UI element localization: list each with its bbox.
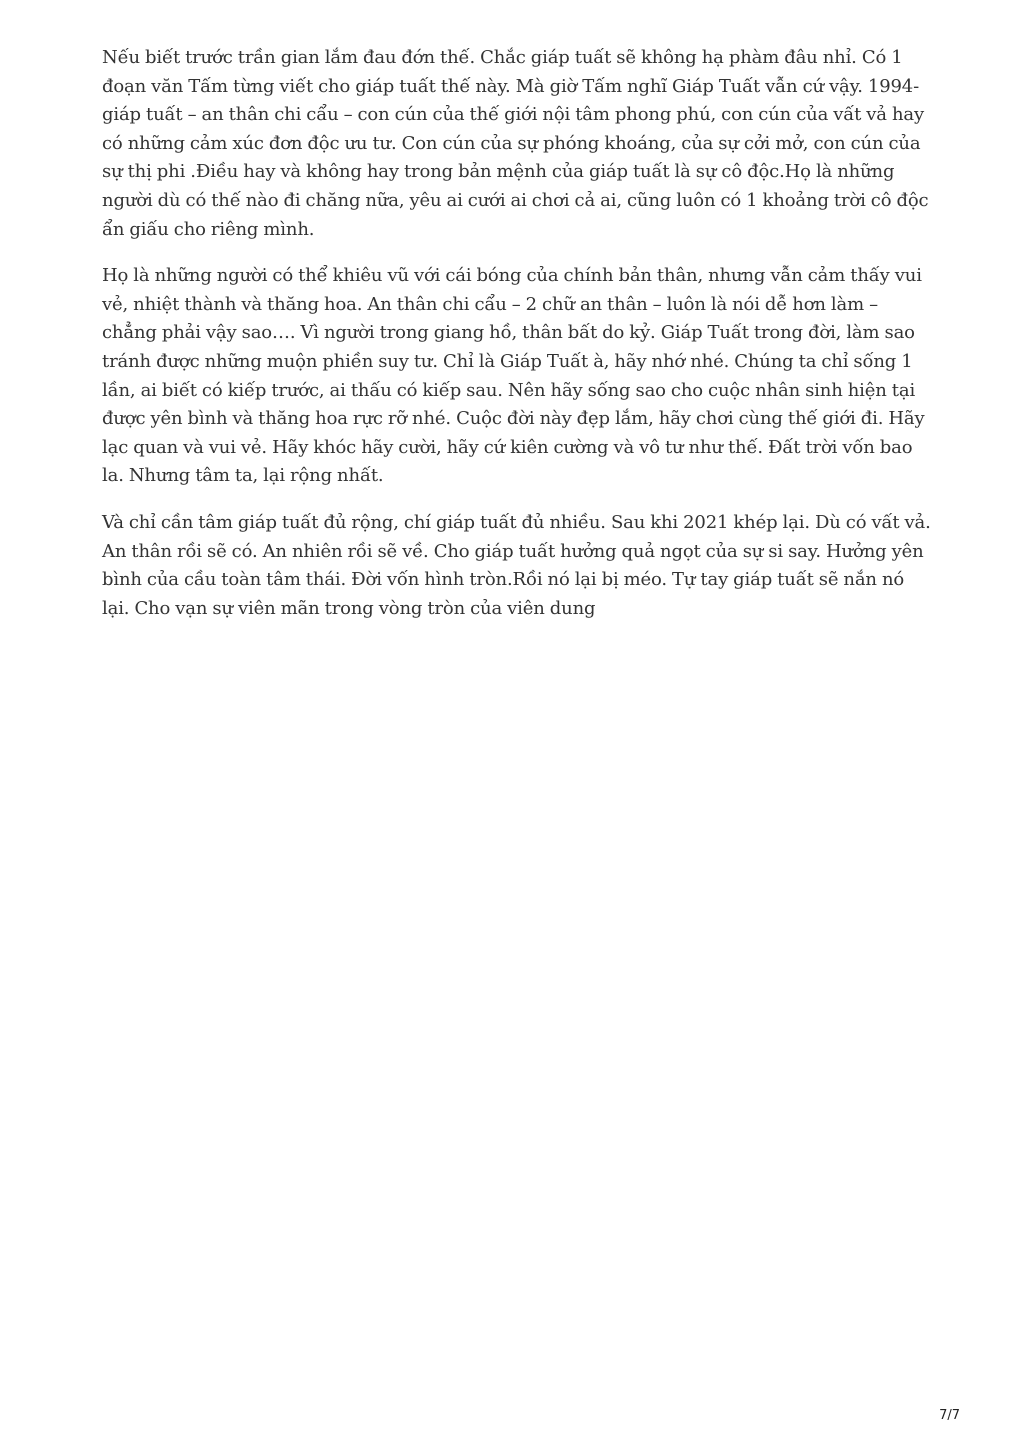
document-body — [102, 44, 932, 641]
paragraph-3: Và chỉ cần tâm giáp tuất đủ rộng, chí giáp tuất đủ nhiều. Sau khi 2021 khép lại. Dù có vất vả. An thân rồi sẽ có. An nhiên rồi sẽ về. Cho giáp tuất hưởng quả ngọt của sự si say. Hưởng yên bình của cầu toàn tâm thái. Đời vốn hình tròn.Rồi nó lại bị méo. Tự tay giáp tuất sẽ nắn nó lại. Cho vạn sự viên mãn trong vòng tròn của viên dung — [102, 511, 931, 619]
page-number: 7/7 — [939, 1408, 960, 1423]
paragraph-1: Nếu biết trước trần gian lắm đau đớn thế. Chắc giáp tuất sẽ không hạ phàm đâu nhỉ. Có 1 đoạn văn Tấm từng viết cho giáp tuất thế này. Mà giờ Tấm nghĩ Giáp Tuất vẫn cứ vậy. 1994-giáp tuất – an thân chi cẩu – con cún của thế giới nội tâm phong phú, con cún của vất vả hay có những cảm xúc đơn độc ưu tư. Con cún của sự phóng khoáng, của sự cởi mở, con cún của sự thị phi .Điều hay và không hay trong bản mệnh của giáp tuất là sự cô độc.Họ là những người dù có thế nào đi chăng nữa, yêu ai cưới ai chơi cả ai, cũng luôn có 1 khoảng trời cô độc ẩn giấu cho riêng mình. — [102, 47, 929, 240]
paragraph-2: Họ là những người có thể khiêu vũ với cái bóng của chính bản thân, nhưng vẫn cảm thấy vui vẻ, nhiệt thành và thăng hoa. An thân chi cẩu – 2 chữ an thân – luôn là nói dễ hơn làm – chẳng phải vậy sao…. Vì người trong giang hồ, thân bất do kỷ. Giáp Tuất trong đời, làm sao tránh được những muộn phiền suy tư. Chỉ là Giáp Tuất à, hãy nhớ nhé. Chúng ta chỉ sống 1 lần, ai biết có kiếp trước, ai thấu có kiếp sau. Nên hãy sống sao cho cuộc nhân sinh hiện tại được yên bình và thăng hoa rực rỡ nhé. Cuộc đời này đẹp lắm, hãy chơi cùng thế giới đi. Hãy lạc quan và vui vẻ. Hãy khóc hãy cười, hãy cứ kiên cường và vô tư như thế. Đất trời vốn bao la. Nhưng tâm ta, lại rộng nhất. — [102, 265, 925, 487]
